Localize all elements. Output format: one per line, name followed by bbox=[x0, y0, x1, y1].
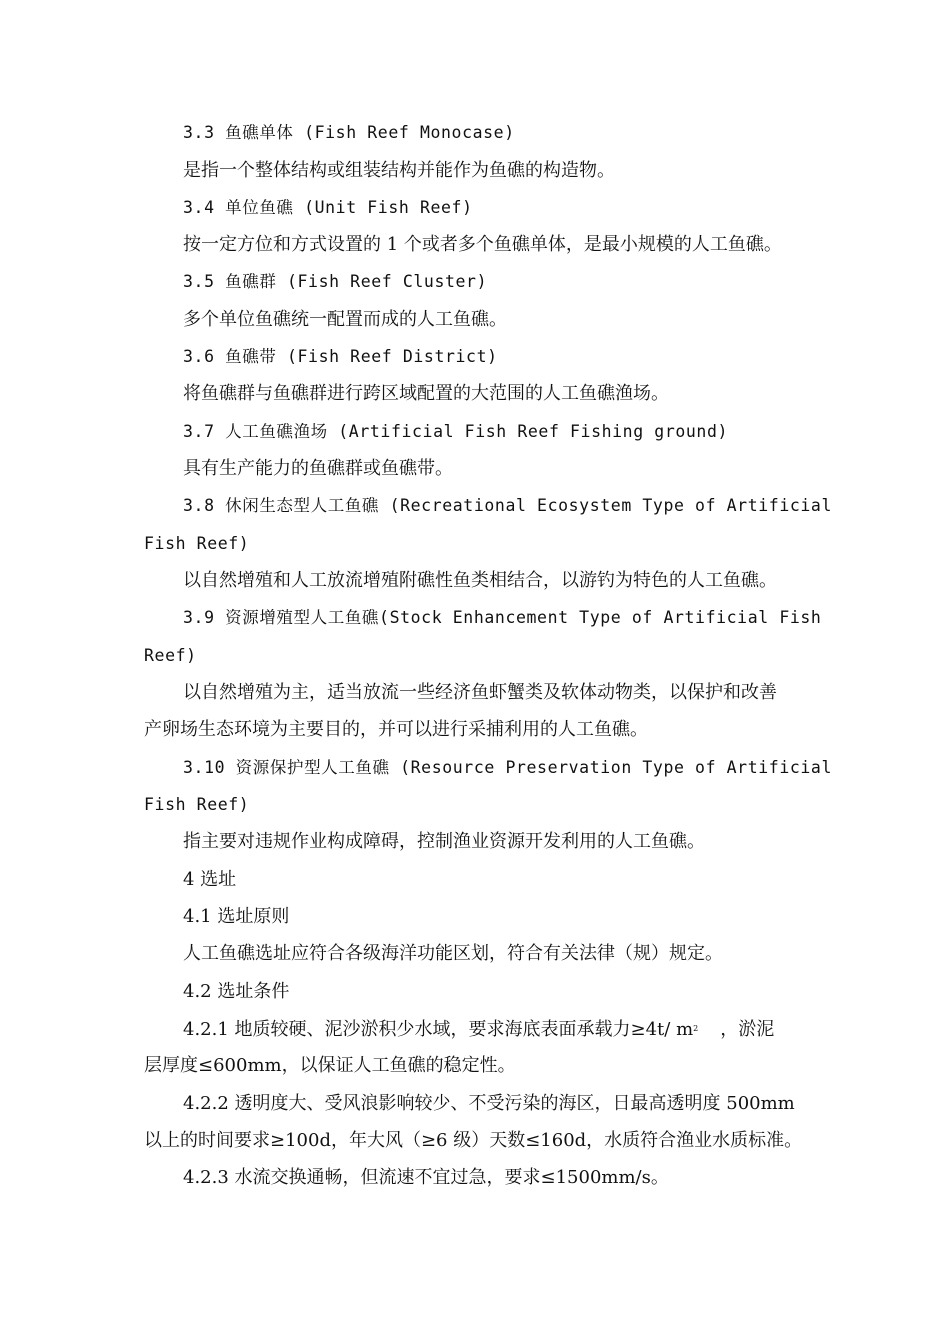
paragraph: 具有生产能力的鱼礁群或鱼礁带。 bbox=[183, 458, 453, 479]
superscript: 2 bbox=[693, 1024, 699, 1033]
paragraph: 以自然增殖和人工放流增殖附礁性鱼类相结合，以游钓为特色的人工鱼礁。 bbox=[183, 570, 777, 591]
paragraph: 以自然增殖为主，适当放流一些经济鱼虾蟹类及软体动物类，以保护和改善 bbox=[183, 682, 777, 703]
paragraph: 按一定方位和方式设置的 1 个或者多个鱼礁单体，是最小规模的人工鱼礁。 bbox=[183, 234, 782, 255]
heading-3-3: 3.3 鱼礁单体 (Fish Reef Monocase) bbox=[183, 123, 515, 142]
heading-3-9: 3.9 资源增殖型人工鱼礁(Stock Enhancement Type of Artificial Fish bbox=[183, 608, 822, 627]
heading-3-5: 3.5 鱼礁群 (Fish Reef Cluster) bbox=[183, 272, 488, 291]
heading-3-4: 3.4 单位鱼礁 (Unit Fish Reef) bbox=[183, 198, 473, 217]
heading-3-6: 3.6 鱼礁带 (Fish Reef District) bbox=[183, 347, 498, 366]
paragraph: 是指一个整体结构或组装结构并能作为鱼礁的构造物。 bbox=[183, 160, 615, 181]
section-4-title: 4 选址 bbox=[183, 869, 237, 890]
paragraph: 多个单位鱼礁统一配置而成的人工鱼礁。 bbox=[183, 309, 507, 330]
item-4-2-1-tail: ，淤泥 bbox=[720, 1019, 775, 1040]
heading-3-10: 3.10 资源保护型人工鱼礁 (Resource Preservation Type of Artificial bbox=[183, 758, 832, 777]
heading-3-9-cont: Reef) bbox=[144, 646, 197, 665]
item-4-2-3: 4.2.3 水流交换通畅，但流速不宜过急，要求≤1500mm/s。 bbox=[183, 1167, 669, 1188]
heading-3-10-cont: Fish Reef) bbox=[144, 795, 250, 814]
heading-3-8-cont: Fish Reef) bbox=[144, 534, 250, 553]
item-4-2-1-cont: 层厚度≤600mm，以保证人工鱼礁的稳定性。 bbox=[144, 1055, 516, 1076]
item-4-2-2-cont: 以上的时间要求≥100d，年大风（≥6 级）天数≤160d，水质符合渔业水质标准。 bbox=[144, 1130, 803, 1151]
item-4-2-1 bbox=[0, 1017, 950, 1042]
item-4-2-2: 4.2.2 透明度大、受风浪影响较少、不受污染的海区，日最高透明度 500mm bbox=[183, 1093, 795, 1114]
paragraph-cont: 产卵场生态环境为主要目的，并可以进行采捕利用的人工鱼礁。 bbox=[144, 719, 648, 740]
item-4-2-1-text: 4.2.1 地质较硬、泥沙淤积少水域，要求海底表面承载力≥4t/ m bbox=[183, 1019, 694, 1040]
paragraph: 指主要对违规作业构成障碍，控制渔业资源开发利用的人工鱼礁。 bbox=[183, 831, 705, 852]
heading-4-1: 4.1 选址原则 bbox=[183, 906, 290, 927]
heading-3-8: 3.8 休闲生态型人工鱼礁 (Recreational Ecosystem Type of Artificial bbox=[183, 496, 832, 515]
heading-4-2: 4.2 选址条件 bbox=[183, 981, 290, 1002]
paragraph: 将鱼礁群与鱼礁群进行跨区域配置的大范围的人工鱼礁渔场。 bbox=[183, 383, 669, 404]
paragraph: 人工鱼礁选址应符合各级海洋功能区划，符合有关法律（规）规定。 bbox=[183, 943, 723, 964]
heading-3-7: 3.7 人工鱼礁渔场 (Artificial Fish Reef Fishing ground) bbox=[183, 422, 729, 441]
